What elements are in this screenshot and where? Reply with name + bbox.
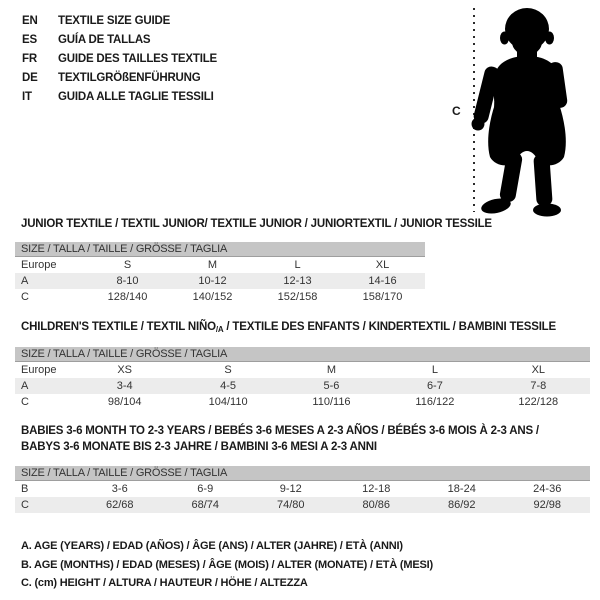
junior-size-table bbox=[15, 242, 425, 305]
language-label: GUÍA DE TALLAS bbox=[58, 34, 151, 46]
language-row-en bbox=[22, 12, 217, 31]
value-cell: 12-18 bbox=[362, 483, 391, 495]
value-cell: 92/98 bbox=[533, 499, 562, 511]
junior-section-heading bbox=[21, 216, 492, 232]
language-label: GUIDE DES TAILLES TEXTILE bbox=[58, 53, 217, 65]
row-label: C bbox=[21, 396, 29, 408]
value-cell: 7-8 bbox=[530, 380, 547, 392]
value-cell: 80/86 bbox=[362, 499, 391, 511]
table-row bbox=[15, 497, 590, 513]
value-cell: 3-6 bbox=[111, 483, 128, 495]
row-label: Europe bbox=[21, 364, 57, 376]
children-heading-subscript: /A bbox=[215, 325, 224, 334]
size-cell: L bbox=[294, 259, 301, 271]
value-cell: 158/170 bbox=[362, 291, 403, 303]
language-row-de bbox=[22, 69, 217, 88]
value-cell: 128/140 bbox=[107, 291, 148, 303]
table-row bbox=[15, 362, 590, 378]
table-row bbox=[15, 257, 425, 273]
table-row bbox=[15, 378, 590, 394]
value-cell: 74/80 bbox=[276, 499, 305, 511]
value-cell: 98/104 bbox=[107, 396, 142, 408]
language-code: ES bbox=[22, 34, 37, 46]
language-list bbox=[22, 12, 217, 107]
junior-heading-text: JUNIOR TEXTILE / TEXTIL JUNIOR/ TEXTILE JUNIOR / JUNIORTEXTIL / JUNIOR TESSILE bbox=[21, 218, 492, 230]
value-cell: 110/116 bbox=[312, 396, 351, 408]
value-cell: 10-12 bbox=[198, 275, 227, 287]
legend-line-a: A. AGE (YEARS) / EDAD (AÑOS) / ÂGE (ANS) / ALTER (JAHRE) / ETÀ (ANNI) bbox=[21, 540, 403, 552]
value-cell: 68/74 bbox=[191, 499, 220, 511]
value-cell: 8-10 bbox=[116, 275, 139, 287]
babies-size-header-bar: SIZE / TALLA / TAILLE / GRÖSSE / TAGLIA bbox=[15, 466, 590, 481]
size-cell: XS bbox=[117, 364, 133, 376]
value-cell: 4-5 bbox=[220, 380, 237, 392]
language-row-es bbox=[22, 31, 217, 50]
children-size-header-bar: SIZE / TALLA / TAILLE / GRÖSSE / TAGLIA bbox=[15, 347, 590, 362]
language-code: DE bbox=[22, 72, 38, 84]
value-cell: 14-16 bbox=[368, 275, 397, 287]
row-label: C bbox=[21, 499, 29, 511]
language-label: TEXTILGRÖßENFÜHRUNG bbox=[58, 72, 201, 84]
size-cell: S bbox=[224, 364, 232, 376]
language-code: FR bbox=[22, 53, 37, 65]
size-cell: XL bbox=[375, 259, 390, 271]
babies-heading-line2: BABYS 3-6 MONATE BIS 2-3 JAHRE / BAMBINI 3-6 MESI A 2-3 ANNI bbox=[21, 441, 377, 453]
language-row-it bbox=[22, 88, 217, 107]
junior-size-header-bar: SIZE / TALLA / TAILLE / GRÖSSE / TAGLIA bbox=[15, 242, 425, 257]
value-cell: 5-6 bbox=[323, 380, 340, 392]
value-cell: 140/152 bbox=[192, 291, 233, 303]
row-label: B bbox=[21, 483, 29, 495]
value-cell: 18-24 bbox=[447, 483, 476, 495]
children-size-table bbox=[15, 347, 590, 410]
babies-size-table bbox=[15, 466, 590, 513]
row-label: A bbox=[21, 275, 29, 287]
measure-legend bbox=[21, 537, 433, 593]
language-code: IT bbox=[22, 91, 32, 103]
row-label: Europe bbox=[21, 259, 57, 271]
babies-section-heading bbox=[21, 423, 539, 455]
table-row bbox=[15, 481, 590, 497]
size-cell: M bbox=[207, 259, 218, 271]
language-label: TEXTILE SIZE GUIDE bbox=[58, 15, 171, 27]
children-heading-suffix: / TEXTILE DES ENFANTS / KINDERTEXTIL / BAMBINI TESSILE bbox=[223, 321, 556, 333]
table-row bbox=[15, 289, 425, 305]
value-cell: 62/68 bbox=[105, 499, 134, 511]
value-cell: 122/128 bbox=[518, 396, 559, 408]
value-cell: 104/110 bbox=[208, 396, 248, 408]
value-cell: 6-9 bbox=[197, 483, 214, 495]
language-code: EN bbox=[22, 15, 38, 27]
value-cell: 3-4 bbox=[116, 380, 133, 392]
value-cell: 12-13 bbox=[283, 275, 312, 287]
row-label: C bbox=[21, 291, 29, 303]
children-section-heading bbox=[21, 319, 556, 338]
size-cell: S bbox=[123, 259, 132, 271]
size-cell: M bbox=[326, 364, 337, 376]
height-measure-label: C bbox=[452, 104, 461, 118]
value-cell: 24-36 bbox=[533, 483, 562, 495]
legend-line-b: B. AGE (MONTHS) / EDAD (MESES) / ÂGE (MOIS) / ALTER (MONATE) / ETÀ (MESI) bbox=[21, 558, 433, 571]
baby-silhouette-icon bbox=[465, 4, 600, 218]
value-cell: 6-7 bbox=[426, 380, 443, 392]
size-cell: XL bbox=[531, 364, 546, 376]
language-row-fr bbox=[22, 50, 217, 69]
size-cell: L bbox=[431, 364, 438, 376]
value-cell: 152/158 bbox=[277, 291, 318, 303]
table-row bbox=[15, 273, 425, 289]
table-row bbox=[15, 394, 590, 410]
value-cell: 116/122 bbox=[415, 396, 455, 408]
legend-line-c: C. (cm) HEIGHT / ALTURA / HAUTEUR / HÖHE / ALTEZZA bbox=[21, 577, 308, 589]
language-label: GUIDA ALLE TAGLIE TESSILI bbox=[58, 91, 214, 103]
babies-heading-line1: BABIES 3-6 MONTH TO 2-3 YEARS / BEBÉS 3-6 MESES A 2-3 AÑOS / BÉBÉS 3-6 MOIS À 2-3 ANS / bbox=[21, 425, 539, 437]
children-heading-prefix: CHILDREN'S TEXTILE / TEXTIL NIÑO bbox=[21, 321, 216, 333]
value-cell: 86/92 bbox=[447, 499, 476, 511]
row-label: A bbox=[21, 380, 29, 392]
value-cell: 9-12 bbox=[279, 483, 302, 495]
